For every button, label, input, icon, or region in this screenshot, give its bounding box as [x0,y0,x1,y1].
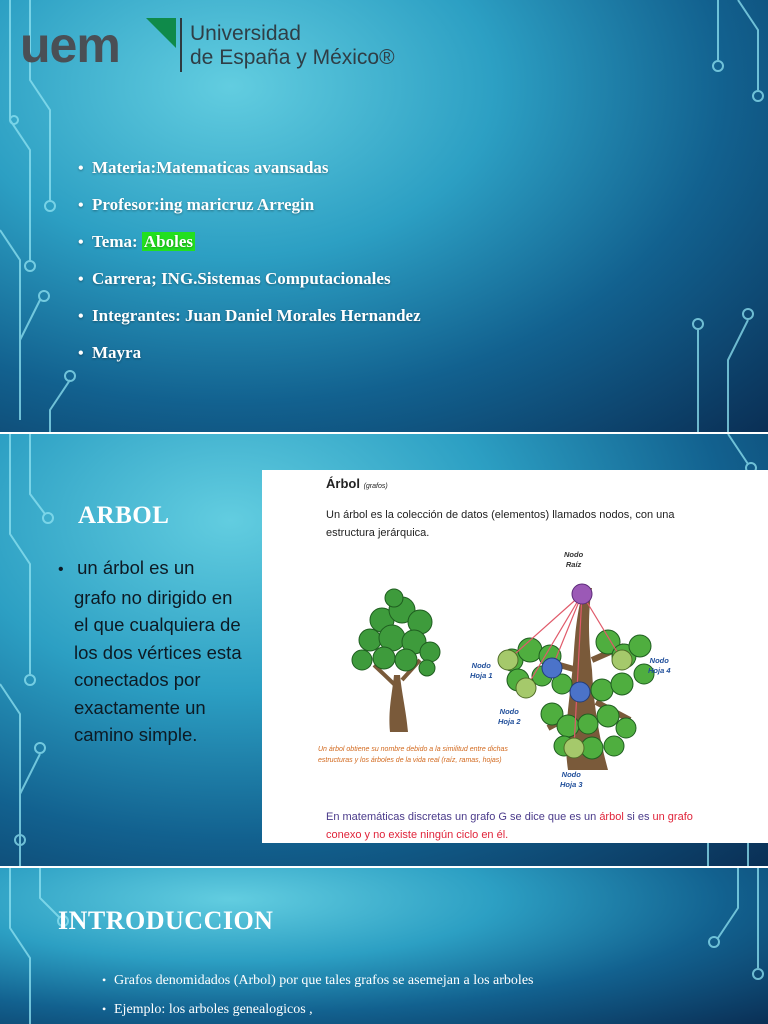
title-slide [0,0,768,432]
circuit-decoration-left [0,868,90,1024]
info-item-tema: • Tema: Aboles [78,232,194,251]
info-item-member: • Mayra [78,343,142,362]
figure-caption: Un árbol obtiene su nombre debido a la similitud entre dichas estructuras y los árboles de la vida real (raíz, ramas, hojas) [318,746,508,764]
figure-definition: En matemáticas discretas un grafo G se dice que es un árbol si es un grafo conexo y no existe ningún ciclo en él. [326,811,693,841]
info-item-integrantes: • Integrantes: Juan Daniel Morales Hernandez [78,306,421,325]
figure-title: Árbol (grafos) [326,476,388,491]
tree-illustration [262,470,768,843]
circuit-decoration-right [678,868,768,1024]
node-label-leaf1: Nodo Hoja 1 [470,661,493,680]
introduccion-slide [0,868,768,1024]
node-label-root: Nodo Raíz [564,550,584,569]
tree-figure [262,470,768,843]
slide-title: INTRODUCCION [58,906,274,935]
info-item-profesor: • Profesor:ing maricruz Arregin [78,195,315,214]
info-item-materia: • Materia:Matematicas avansadas [78,158,329,177]
university-logo [18,14,408,76]
node-label-leaf4: Nodo Hoja 4 [648,656,671,675]
list-item: • Grafos denomidados (Arbol) por que tales grafos se asemejan a los arboles [102,973,534,988]
small-tree-graphic [352,589,440,732]
logo-flag-icon [146,18,176,48]
node-label-leaf2: Nodo Hoja 2 [498,707,521,726]
slide-title: ARBOL [78,502,170,529]
logo-divider [180,18,182,72]
presentation-info-list [78,150,421,372]
circuit-decoration-right [678,0,768,432]
arbol-slide [0,434,768,866]
definition-text: • un árbol es un grafo no dirigido en el que cualquiera de los dos vértices esta conectados por exactamente un camino simple. [58,557,242,745]
logo-university-line2: de España y México® [190,46,395,69]
figure-description: Un árbol es la colección de datos (elementos) llamados nodos, con una estructura jerárquica. [326,509,675,539]
logo-uem-text: uem [20,17,120,73]
tema-highlight: Aboles [143,232,194,251]
list-item: • Ejemplo: los arboles genealogicos , [102,1002,313,1017]
info-item-carrera: • Carrera; ING.Sistemas Computacionales [78,269,391,288]
labeled-tree-graphic [498,584,654,770]
intro-list [102,966,533,1024]
logo-university-line1: Universidad [190,22,301,45]
node-label-leaf3: Nodo Hoja 3 [560,770,583,789]
